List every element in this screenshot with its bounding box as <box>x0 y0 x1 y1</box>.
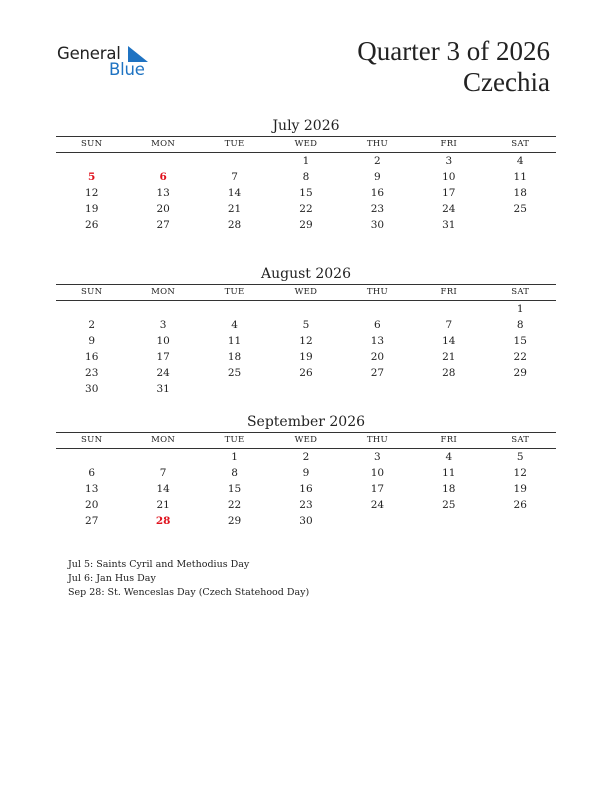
empty-day-cell <box>485 513 556 529</box>
day-cell: 29 <box>299 219 313 231</box>
country-title: Czechia <box>463 67 550 97</box>
week-row <box>56 481 556 497</box>
weekday-label: WED <box>294 435 318 445</box>
weekday-label: MON <box>151 287 176 297</box>
day-cell: 28 <box>227 219 242 231</box>
week-row <box>56 153 556 169</box>
day-cell: 13 <box>85 483 99 495</box>
day-cell: 18 <box>442 483 456 495</box>
day-cell: 10 <box>442 171 456 183</box>
day-cell: 25 <box>513 203 527 215</box>
day-cell: 9 <box>374 171 381 183</box>
week-row <box>56 333 556 349</box>
day-cell: 14 <box>156 483 170 495</box>
day-cell: 9 <box>302 467 310 479</box>
day-cell: 5 <box>516 451 524 463</box>
weekday-label: SUN <box>81 435 103 445</box>
day-cell: 7 <box>231 171 238 183</box>
empty-day-cell <box>199 381 270 397</box>
day-cell: 2 <box>88 319 96 331</box>
day-cell: 7 <box>159 467 167 479</box>
day-cell: 12 <box>513 467 527 479</box>
day-cell: 20 <box>85 499 99 511</box>
day-cell: 21 <box>227 203 242 215</box>
weekday-label: SAT <box>511 139 530 149</box>
empty-day-cell <box>199 153 270 169</box>
day-cell: 24 <box>442 203 456 215</box>
empty-day-cell <box>56 301 127 317</box>
day-cell: 15 <box>299 187 313 199</box>
day-cell: 14 <box>227 187 242 199</box>
week-row <box>56 301 556 317</box>
holiday-day-cell: 5 <box>88 171 96 183</box>
week-row <box>56 381 556 397</box>
day-cell: 24 <box>156 367 170 379</box>
empty-day-cell <box>56 153 127 169</box>
day-cell: 16 <box>299 483 313 495</box>
empty-day-cell <box>485 217 556 233</box>
day-cell: 15 <box>513 335 527 347</box>
day-cell: 23 <box>299 499 313 511</box>
day-cell: 17 <box>156 351 170 363</box>
empty-day-cell <box>342 381 413 397</box>
holiday-note: Jul 5: Saints Cyril and Methodius Day <box>68 559 250 570</box>
day-cell: 11 <box>442 467 456 479</box>
day-cell: 23 <box>85 367 99 379</box>
week-row <box>56 465 556 481</box>
week-row <box>56 513 556 529</box>
quarter-title: Quarter 3 of 2026 <box>357 36 550 66</box>
day-cell: 15 <box>227 483 242 495</box>
day-cell: 10 <box>156 335 170 347</box>
day-cell: 1 <box>231 451 238 463</box>
week-row <box>56 217 556 233</box>
month-august <box>56 264 556 397</box>
day-cell: 20 <box>156 203 170 215</box>
day-cell: 3 <box>159 319 167 331</box>
weekday-header-row <box>56 433 556 449</box>
day-cell: 29 <box>513 367 527 379</box>
day-cell: 22 <box>513 351 527 363</box>
day-cell: 12 <box>85 187 99 199</box>
weekday-label: MON <box>151 139 176 149</box>
empty-day-cell <box>413 513 484 529</box>
holiday-notes <box>68 558 309 600</box>
day-cell: 4 <box>445 451 453 463</box>
empty-day-cell <box>485 381 556 397</box>
weekday-label: SUN <box>81 139 103 149</box>
day-cell: 5 <box>302 319 310 331</box>
day-cell: 8 <box>231 467 238 479</box>
logo <box>57 42 157 82</box>
day-cell: 25 <box>442 499 456 511</box>
day-cell: 30 <box>299 515 313 527</box>
month-title: August 2026 <box>261 266 351 282</box>
logo-text-blue: Blue <box>109 60 145 79</box>
day-cell: 28 <box>442 367 456 379</box>
week-row <box>56 449 556 465</box>
weekday-label: THU <box>366 435 388 445</box>
week-row <box>56 349 556 365</box>
day-cell: 27 <box>156 219 170 231</box>
day-cell: 9 <box>88 335 96 347</box>
weekday-label: WED <box>294 139 318 149</box>
day-cell: 4 <box>516 155 524 167</box>
weekday-label: FRI <box>440 287 458 297</box>
day-cell: 24 <box>370 499 385 511</box>
weekday-label: TUE <box>224 435 245 445</box>
week-row <box>56 201 556 217</box>
day-cell: 16 <box>370 187 385 199</box>
empty-day-cell <box>127 449 198 465</box>
week-row <box>56 169 556 185</box>
empty-day-cell <box>270 381 341 397</box>
empty-day-cell <box>270 301 341 317</box>
weekday-label: MON <box>151 435 176 445</box>
day-cell: 25 <box>227 367 242 379</box>
weekday-label: THU <box>366 287 388 297</box>
weekday-label: WED <box>294 287 318 297</box>
day-cell: 19 <box>85 203 99 215</box>
day-cell: 17 <box>442 187 456 199</box>
day-cell: 3 <box>445 155 453 167</box>
empty-day-cell <box>413 381 484 397</box>
day-cell: 14 <box>442 335 456 347</box>
month-title: July 2026 <box>272 118 340 134</box>
day-cell: 27 <box>370 367 385 379</box>
holiday-note: Jul 6: Jan Hus Day <box>68 573 156 584</box>
day-cell: 23 <box>370 203 385 215</box>
day-cell: 6 <box>374 319 381 331</box>
weekday-label: SUN <box>81 287 103 297</box>
day-cell: 2 <box>374 155 381 167</box>
weekday-label: FRI <box>440 139 458 149</box>
day-cell: 13 <box>156 187 170 199</box>
weekday-header-row <box>56 137 556 153</box>
day-cell: 1 <box>516 303 524 315</box>
day-cell: 22 <box>227 499 242 511</box>
day-cell: 26 <box>513 499 527 511</box>
day-cell: 29 <box>227 515 242 527</box>
day-cell: 26 <box>299 367 313 379</box>
weekday-label: TUE <box>224 139 245 149</box>
day-cell: 4 <box>231 319 238 331</box>
empty-day-cell <box>127 301 198 317</box>
weekday-label: SAT <box>511 287 530 297</box>
day-cell: 21 <box>156 499 170 511</box>
week-row <box>56 185 556 201</box>
day-cell: 30 <box>85 383 99 395</box>
day-cell: 27 <box>85 515 99 527</box>
month-september <box>56 412 556 529</box>
day-cell: 2 <box>302 451 310 463</box>
day-cell: 3 <box>374 451 381 463</box>
day-cell: 11 <box>227 335 242 347</box>
empty-day-cell <box>413 301 484 317</box>
week-row <box>56 497 556 513</box>
logo-text-general: General <box>57 44 121 63</box>
day-cell: 18 <box>227 351 242 363</box>
day-cell: 12 <box>299 335 313 347</box>
weekday-label: FRI <box>440 435 458 445</box>
week-row <box>56 365 556 381</box>
weekday-label: SAT <box>511 435 530 445</box>
empty-day-cell <box>127 153 198 169</box>
weekday-label: TUE <box>224 287 245 297</box>
day-cell: 19 <box>299 351 313 363</box>
day-cell: 8 <box>302 171 310 183</box>
week-row <box>56 317 556 333</box>
day-cell: 17 <box>370 483 385 495</box>
day-cell: 11 <box>513 171 527 183</box>
page-title <box>357 36 550 98</box>
holiday-day-cell: 28 <box>155 515 171 527</box>
day-cell: 6 <box>88 467 96 479</box>
empty-day-cell <box>342 513 413 529</box>
day-cell: 22 <box>299 203 313 215</box>
day-cell: 8 <box>516 319 524 331</box>
holiday-day-cell: 6 <box>159 171 167 183</box>
day-cell: 10 <box>370 467 385 479</box>
weekday-header-row <box>56 285 556 301</box>
holiday-note: Sep 28: St. Wenceslas Day (Czech Statehood Day) <box>68 587 310 598</box>
month-title: September 2026 <box>246 414 366 430</box>
empty-day-cell <box>56 449 127 465</box>
day-cell: 13 <box>370 335 385 347</box>
day-cell: 1 <box>302 155 310 167</box>
day-cell: 7 <box>445 319 453 331</box>
empty-day-cell <box>199 301 270 317</box>
day-cell: 31 <box>442 219 456 231</box>
day-cell: 26 <box>85 219 99 231</box>
weekday-label: THU <box>366 139 388 149</box>
day-cell: 30 <box>370 219 385 231</box>
day-cell: 20 <box>370 351 385 363</box>
day-cell: 21 <box>442 351 456 363</box>
month-july <box>56 116 556 233</box>
day-cell: 31 <box>156 383 170 395</box>
day-cell: 18 <box>513 187 527 199</box>
empty-day-cell <box>342 301 413 317</box>
day-cell: 16 <box>85 351 99 363</box>
day-cell: 19 <box>513 483 527 495</box>
